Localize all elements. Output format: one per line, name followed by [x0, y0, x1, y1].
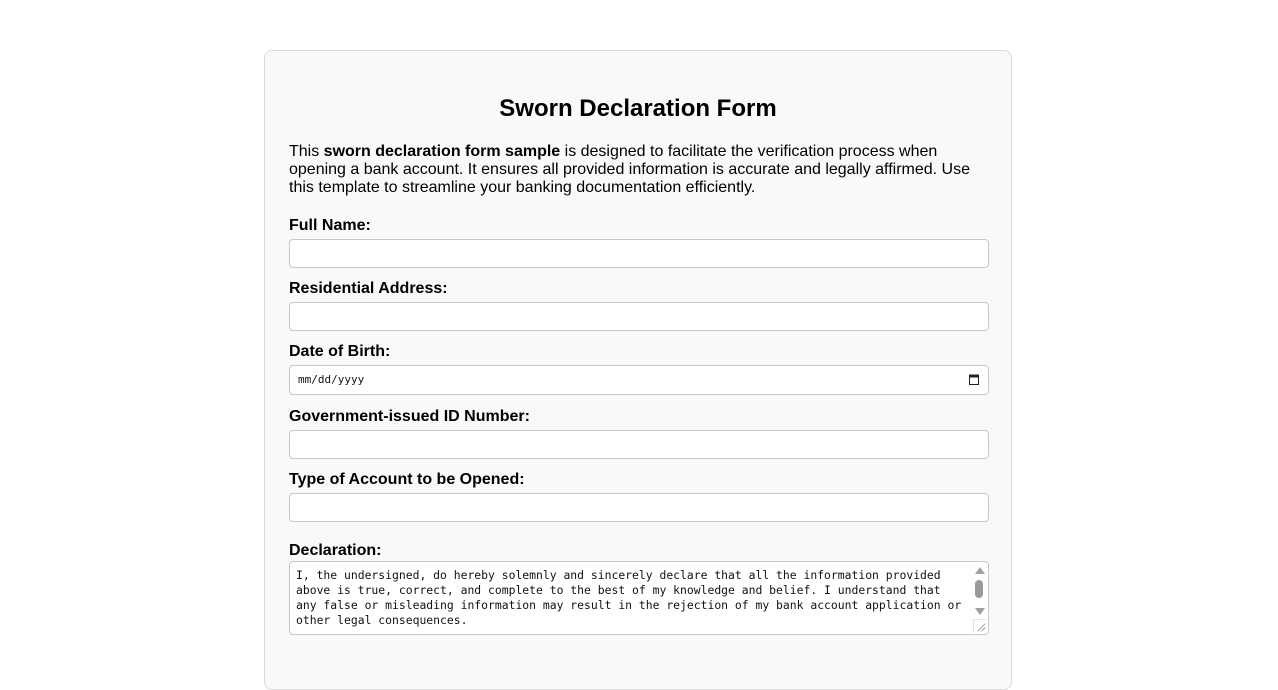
declaration-textarea[interactable]: [289, 561, 989, 635]
intro-bold: sworn declaration form sample: [323, 143, 561, 160]
resize-handle-icon[interactable]: [973, 619, 987, 633]
dob-label: Date of Birth:: [289, 343, 391, 360]
intro-prefix: This: [289, 143, 324, 160]
declaration-text: I, the undersigned, do hereby solemnly and sincerely declare that all the information provided above is true, correct, and complete to the best of my knowledge and belief. I understand that any false or misleading information may result in the rejection of my bank account application or other legal consequences.: [296, 568, 969, 627]
id-number-input[interactable]: [289, 430, 989, 459]
dob-input[interactable]: [289, 365, 989, 395]
declaration-label: Declaration:: [289, 542, 382, 559]
full-name-input[interactable]: [289, 239, 989, 268]
address-input[interactable]: [289, 302, 989, 331]
account-type-input[interactable]: [289, 493, 989, 522]
account-type-label: Type of Account to be Opened:: [289, 471, 525, 488]
scroll-up-icon[interactable]: [975, 567, 985, 574]
calendar-icon[interactable]: [969, 374, 979, 385]
dob-placeholder: mm/dd/yyyy: [298, 373, 365, 386]
intro-suffix: is designed to facilitate the verification process when opening a bank account. It ensures all provided information is accurate and legally affirmed. Use this template to streamline your banking documentation efficiently.: [289, 143, 970, 196]
scroll-thumb[interactable]: [975, 580, 983, 598]
page-title: Sworn Declaration Form: [499, 95, 777, 122]
id-number-label: Government-issued ID Number:: [289, 408, 530, 425]
intro-text: [289, 143, 989, 197]
scroll-down-icon[interactable]: [975, 608, 985, 615]
address-label: Residential Address:: [289, 280, 448, 297]
declaration-form-card: [264, 50, 1012, 690]
textarea-scrollbar[interactable]: [972, 563, 987, 621]
full-name-label: Full Name:: [289, 217, 371, 234]
